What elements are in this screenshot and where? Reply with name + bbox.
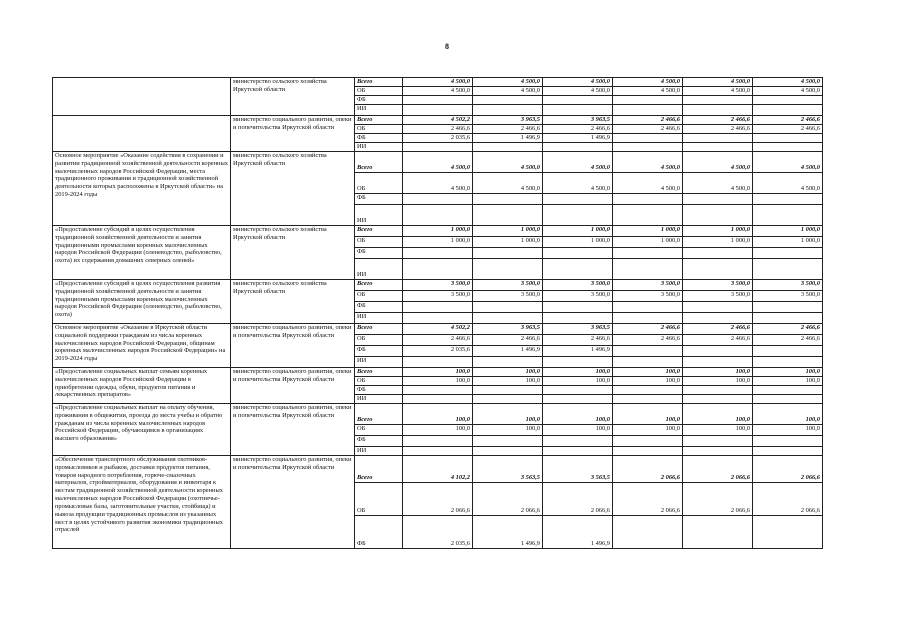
value-cell [543,302,613,313]
value-cell: 4 502,2 [403,324,473,335]
value-cell: 3 963,5 [543,324,613,335]
value-cell [753,346,823,357]
value-cell: 3 500,0 [543,291,613,302]
activity-cell [53,116,231,152]
value-cell: 3 500,0 [473,280,543,291]
value-cell [683,205,753,226]
value-cell [403,205,473,226]
value-cell [753,194,823,205]
value-cell: 1 496,9 [543,134,613,143]
value-cell [543,313,613,324]
value-cell [473,248,543,259]
value-cell: 3 500,0 [613,280,683,291]
value-cell [683,194,753,205]
funding-source-cell: ОБ [355,173,403,194]
value-cell: 1 000,0 [613,226,683,237]
value-cell: 2 066,6 [403,483,473,516]
value-cell [403,357,473,368]
value-cell: 4 500,0 [753,152,823,173]
value-cell [613,105,683,116]
value-cell: 4 500,0 [613,87,683,96]
value-cell: 2 035,6 [403,346,473,357]
value-cell: 1 000,0 [613,237,683,248]
value-cell: 100,0 [753,425,823,436]
value-cell: 100,0 [613,368,683,377]
value-cell: 2 466,6 [753,125,823,134]
value-cell [753,205,823,226]
value-cell: 4 500,0 [683,78,753,87]
value-cell: 4 500,0 [543,152,613,173]
value-cell: 4 500,0 [473,152,543,173]
funding-source-cell: ОБ [355,125,403,134]
value-cell [613,395,683,404]
value-cell [683,248,753,259]
funding-source-cell: Всего [355,78,403,87]
table-row [53,456,823,483]
value-cell: 2 066,6 [473,483,543,516]
value-cell: 100,0 [753,377,823,386]
value-cell: 2 466,6 [683,335,753,346]
value-cell: 2 066,6 [683,456,753,483]
funding-source-cell: ИИ [355,259,403,280]
executor-cell: министерство сельского хозяйства Иркутской области [231,226,355,280]
value-cell: 4 500,0 [683,152,753,173]
value-cell: 2 466,6 [613,335,683,346]
value-cell [753,516,823,549]
value-cell [403,436,473,447]
funding-source-cell: ИИ [355,447,403,456]
value-cell: 100,0 [613,377,683,386]
executor-cell: министерство социального развития, опеки и попечительства Иркутской области [231,456,355,549]
funding-source-cell: ФБ [355,96,403,105]
value-cell [543,96,613,105]
value-cell: 4 500,0 [403,173,473,194]
value-cell [683,105,753,116]
executor-cell: министерство социального развития, опеки и попечительства Иркутской области [231,116,355,152]
value-cell [683,357,753,368]
value-cell [473,447,543,456]
value-cell: 3 500,0 [753,280,823,291]
value-cell [403,313,473,324]
value-cell: 3 500,0 [613,291,683,302]
funding-source-cell: ФБ [355,248,403,259]
value-cell [753,96,823,105]
funding-source-cell: ФБ [355,194,403,205]
executor-cell: министерство сельского хозяйства Иркутской области [231,152,355,226]
table-row [53,226,823,237]
value-cell [753,259,823,280]
value-cell: 100,0 [753,404,823,425]
table-row [53,280,823,291]
funding-source-cell: ИИ [355,205,403,226]
value-cell [473,313,543,324]
value-cell: 100,0 [683,404,753,425]
value-cell: 100,0 [613,425,683,436]
value-cell [543,248,613,259]
value-cell [753,248,823,259]
value-cell: 3 963,5 [473,116,543,125]
value-cell [613,447,683,456]
funding-source-cell: Всего [355,456,403,483]
executor-cell: министерство социального развития, опеки и попечительства Иркутской области [231,404,355,456]
value-cell [683,395,753,404]
funding-source-cell: ФБ [355,346,403,357]
value-cell [543,105,613,116]
value-cell [543,194,613,205]
value-cell [403,143,473,152]
value-cell [683,143,753,152]
value-cell: 4 500,0 [473,173,543,194]
value-cell [543,447,613,456]
value-cell [683,436,753,447]
value-cell: 100,0 [683,425,753,436]
table-row [53,152,823,173]
value-cell: 1 000,0 [753,237,823,248]
value-cell: 1 000,0 [683,237,753,248]
value-cell: 1 000,0 [403,237,473,248]
value-cell: 2 466,6 [543,335,613,346]
value-cell [473,436,543,447]
value-cell: 1 496,9 [473,516,543,549]
activity-cell [53,78,231,116]
funding-source-cell: ФБ [355,436,403,447]
funding-source-cell: ОБ [355,483,403,516]
value-cell: 4 500,0 [683,173,753,194]
funding-source-cell: ОБ [355,335,403,346]
value-cell [613,205,683,226]
value-cell: 1 496,9 [473,134,543,143]
value-cell: 2 466,6 [403,125,473,134]
value-cell [543,386,613,395]
value-cell [613,436,683,447]
value-cell: 3 500,0 [753,291,823,302]
value-cell: 100,0 [403,368,473,377]
funding-source-cell: ОБ [355,291,403,302]
value-cell: 3 563,5 [543,456,613,483]
value-cell: 3 500,0 [543,280,613,291]
value-cell [403,194,473,205]
funding-source-cell: Всего [355,226,403,237]
value-cell [403,302,473,313]
value-cell [543,436,613,447]
funding-source-cell: Всего [355,280,403,291]
value-cell [473,205,543,226]
value-cell [753,134,823,143]
value-cell [543,143,613,152]
activity-cell: «Обеспечение транспортного обслуживания охотников-промысловиков и рыбаков, доставки продуктов питания, товаров народного потребления, горюче-смазочных материалов, стройматериалов, оборудования и инвентаря к местам традиционной хозяйственной деятельности коренных малочисленных народов Российской Федерации (охотничье-промысловые базы, заготовительные участки, стойбища) и вывоза продукции традиционных промыслов из указанных мест в целях устойчивого развития экономики традиционных отраслей [53,456,231,549]
value-cell [753,395,823,404]
executor-cell: министерство сельского хозяйства Иркутской области [231,78,355,116]
value-cell: 3 500,0 [403,280,473,291]
funding-source-cell: Всего [355,116,403,125]
value-cell: 1 496,9 [543,346,613,357]
page-number: 8 [445,42,449,51]
value-cell [683,96,753,105]
executor-cell: министерство социального развития, опеки и попечительства Иркутской области [231,368,355,404]
value-cell: 100,0 [613,404,683,425]
value-cell: 2 466,6 [473,335,543,346]
value-cell: 4 500,0 [753,78,823,87]
table-row [53,116,823,125]
value-cell: 2 466,6 [683,125,753,134]
value-cell: 4 500,0 [473,78,543,87]
value-cell: 100,0 [543,404,613,425]
value-cell [753,105,823,116]
value-cell: 2 466,6 [613,324,683,335]
value-cell: 100,0 [473,377,543,386]
value-cell: 2 466,6 [403,335,473,346]
value-cell: 4 500,0 [543,173,613,194]
value-cell: 100,0 [683,368,753,377]
value-cell: 1 000,0 [543,237,613,248]
value-cell [613,302,683,313]
value-cell [473,302,543,313]
value-cell [613,143,683,152]
value-cell: 2 066,6 [613,483,683,516]
table-row [53,404,823,425]
value-cell: 100,0 [683,377,753,386]
table-row [53,368,823,377]
value-cell: 2 466,6 [753,116,823,125]
value-cell [753,313,823,324]
value-cell [753,436,823,447]
value-cell: 1 000,0 [473,226,543,237]
value-cell [753,357,823,368]
activity-cell: Основное мероприятие «Оказание содействия в сохранении и развитии традиционной хозяйственной деятельности коренных малочисленных народов Российской Федерации, места традиционного проживания и традиционной хозяйственной деятельности которых расположены в Иркутской области» на 2019-2024 годы [53,152,231,226]
value-cell: 100,0 [403,404,473,425]
funding-source-cell: Всего [355,404,403,425]
value-cell [753,302,823,313]
value-cell: 4 500,0 [403,152,473,173]
value-cell: 4 500,0 [613,173,683,194]
funding-source-cell: ФБ [355,302,403,313]
value-cell [403,395,473,404]
value-cell: 2 466,6 [473,125,543,134]
budget-table [52,77,823,549]
value-cell: 4 500,0 [683,87,753,96]
value-cell: 1 000,0 [473,237,543,248]
value-cell: 4 500,0 [473,87,543,96]
value-cell: 4 500,0 [613,152,683,173]
funding-source-cell: Всего [355,152,403,173]
value-cell [613,386,683,395]
value-cell [403,248,473,259]
activity-cell: «Предоставление социальных выплат на оплату обучения, проживания в общежитии, проезда до места учебы и обратно гражданам из числа коренных малочисленных народов Российской Федерации, обучающимся в организациях высшего образования» [53,404,231,456]
funding-source-cell: Всего [355,324,403,335]
value-cell [403,96,473,105]
value-cell: 2 466,6 [543,125,613,134]
value-cell: 2 066,6 [683,483,753,516]
value-cell: 100,0 [473,425,543,436]
value-cell: 1 000,0 [683,226,753,237]
funding-source-cell: ФБ [355,516,403,549]
value-cell [683,516,753,549]
funding-source-cell: ОБ [355,377,403,386]
value-cell: 4 500,0 [403,87,473,96]
value-cell [473,194,543,205]
funding-source-cell: ИИ [355,313,403,324]
value-cell: 100,0 [473,404,543,425]
value-cell: 3 500,0 [473,291,543,302]
value-cell: 2 035,6 [403,134,473,143]
executor-cell: министерство сельского хозяйства Иркутской области [231,280,355,324]
activity-cell: «Предоставление социальных выплат семьям коренных малочисленных народов Российской Федерации в приобретении одежды, обуви, продуктов питания и лекарственных препаратов» [53,368,231,404]
value-cell [613,346,683,357]
value-cell: 2 035,6 [403,516,473,549]
value-cell [543,395,613,404]
value-cell: 100,0 [403,377,473,386]
value-cell [683,134,753,143]
value-cell [403,259,473,280]
value-cell [683,346,753,357]
funding-source-cell: ИИ [355,143,403,152]
funding-source-cell: ФБ [355,134,403,143]
value-cell: 4 500,0 [753,87,823,96]
table-row [53,78,823,87]
value-cell [543,205,613,226]
value-cell [683,447,753,456]
value-cell: 3 963,5 [543,116,613,125]
executor-cell: министерство социального развития, опеки и попечительства Иркутской области [231,324,355,368]
value-cell: 2 066,6 [613,456,683,483]
value-cell [753,386,823,395]
value-cell: 2 066,6 [543,483,613,516]
funding-source-cell: ИИ [355,395,403,404]
value-cell [683,313,753,324]
value-cell [613,259,683,280]
value-cell: 2 466,6 [753,335,823,346]
value-cell [613,357,683,368]
value-cell [683,386,753,395]
value-cell [613,194,683,205]
funding-source-cell: ОБ [355,425,403,436]
value-cell [473,143,543,152]
value-cell: 3 500,0 [683,291,753,302]
value-cell [403,447,473,456]
value-cell [613,313,683,324]
value-cell [473,105,543,116]
value-cell [613,96,683,105]
value-cell [613,516,683,549]
funding-source-cell: Всего [355,368,403,377]
value-cell: 2 466,6 [613,116,683,125]
value-cell: 100,0 [543,425,613,436]
value-cell: 3 500,0 [403,291,473,302]
activity-cell: «Предоставление субсидий в целях осуществления развития традиционной хозяйственной деятельности и занятия традиционными промыслами коренных малочисленных народов Российской Федерации (оленеводство, рыболовство, охота) [53,280,231,324]
funding-source-cell: ФБ [355,386,403,395]
funding-source-cell: ИИ [355,105,403,116]
value-cell [473,395,543,404]
value-cell [403,386,473,395]
value-cell: 4 500,0 [543,87,613,96]
table-row [53,324,823,335]
value-cell: 4 102,2 [403,456,473,483]
activity-cell: «Предоставление субсидий в целях осуществления традиционной хозяйственной деятельности и занятия традиционными промыслами коренных малочисленных народов Российской Федерации (оленеводство, рыболовство, охота) их содержания домашних северных оленей» [53,226,231,280]
value-cell: 2 466,6 [753,324,823,335]
value-cell: 3 563,5 [473,456,543,483]
value-cell: 2 066,6 [753,483,823,516]
value-cell: 4 500,0 [403,78,473,87]
value-cell: 2 066,6 [753,456,823,483]
value-cell: 1 496,9 [473,346,543,357]
value-cell [753,143,823,152]
value-cell [683,302,753,313]
value-cell [473,357,543,368]
value-cell [613,248,683,259]
value-cell: 3 963,5 [473,324,543,335]
value-cell [753,447,823,456]
funding-source-cell: ИИ [355,357,403,368]
value-cell: 1 000,0 [403,226,473,237]
value-cell: 4 500,0 [613,78,683,87]
value-cell: 100,0 [403,425,473,436]
value-cell [473,386,543,395]
funding-source-cell: ОБ [355,87,403,96]
value-cell: 100,0 [473,368,543,377]
value-cell: 3 500,0 [683,280,753,291]
value-cell [683,259,753,280]
value-cell: 4 500,0 [753,173,823,194]
value-cell: 1 000,0 [753,226,823,237]
value-cell: 1 496,9 [543,516,613,549]
value-cell: 100,0 [543,368,613,377]
value-cell: 100,0 [753,368,823,377]
funding-source-cell: ОБ [355,237,403,248]
activity-cell: Основное мероприятие «Оказание в Иркутской области социальной поддержки гражданам из числа коренных малочисленных народов Российской Федерации, общинам коренных малочисленных народов Российской Федерации» на 2019-2024 годы [53,324,231,368]
value-cell [613,134,683,143]
value-cell [473,96,543,105]
value-cell: 4 502,2 [403,116,473,125]
value-cell [543,357,613,368]
value-cell: 2 466,6 [683,116,753,125]
value-cell: 1 000,0 [543,226,613,237]
value-cell: 2 466,6 [683,324,753,335]
value-cell: 4 500,0 [543,78,613,87]
value-cell [473,259,543,280]
value-cell [543,259,613,280]
value-cell: 100,0 [543,377,613,386]
value-cell: 2 466,6 [613,125,683,134]
value-cell [403,105,473,116]
